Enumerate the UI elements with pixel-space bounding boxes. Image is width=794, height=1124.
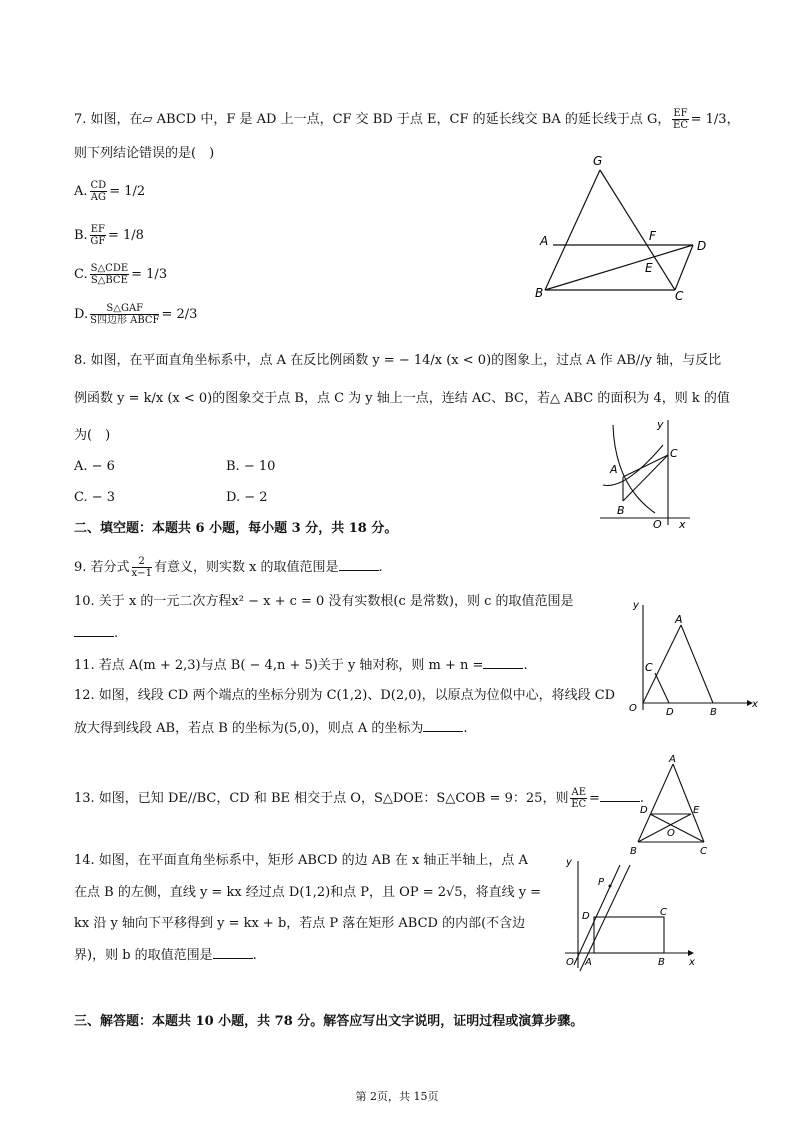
q8-label-x: x <box>679 518 686 530</box>
q12-label-c: C <box>645 661 653 674</box>
q12-figure <box>625 595 760 715</box>
q8-label-y: y <box>657 418 664 431</box>
q13-figure <box>628 752 718 857</box>
q12-label-x: x <box>752 699 758 710</box>
q12-line-ab <box>681 625 713 703</box>
q12-answer-blank[interactable] <box>423 719 463 732</box>
q13-line-eb <box>638 814 691 842</box>
q7-stem-line1: 7. 如图，在▱ ABCD 中，F 是 AD 上一点，CF 交 BD 于点 E，CF 的延长线交 BA 的延长线于点 G， $\frac{EF}{EC}$ = 1/3， <box>74 108 740 131</box>
q14-figure <box>560 853 700 973</box>
q7-label-g: G <box>593 154 603 168</box>
q8-label-c: C <box>670 447 678 460</box>
q8-curve-1 <box>613 425 655 513</box>
q12-line1: 12. 如图，线段 CD 两个端点的坐标分别为 C(1,2)、D(2,0)，以原点为位似中心，将线段 CD <box>74 688 616 703</box>
q11-answer-blank[interactable] <box>483 656 523 669</box>
q8-option-c: C. − 3 <box>74 490 116 505</box>
q11-text: 11. 若点 A(m + 2,3)与点 B( − 4,n + 5)关于 y 轴对称，则 m + n = . <box>74 658 528 673</box>
q13-label-b: B <box>630 846 637 857</box>
q14-label-d: D <box>582 911 590 922</box>
q10-line1: 10. 关于 x 的一元二次方程x² − x + c = 0 没有实数根(c 是常数)，则 c 的取值范围是 <box>74 594 574 609</box>
q14-label-p: P <box>598 877 605 888</box>
q7-option-d: D. $\frac{\text{S△GAF}}{\text{S四边形 ABCF}}$ = 2/3 <box>74 303 198 326</box>
q14-label-x: x <box>689 957 695 968</box>
q8-option-d: D. − 2 <box>226 490 268 505</box>
q13-label-d: D <box>640 805 648 816</box>
q12-label-y: y <box>633 600 639 611</box>
q13-label-a: A <box>669 754 676 765</box>
q14-line4: 界)，则 b 的取值范围是 . <box>74 948 257 963</box>
q9-text: 9. 若分式 $\frac{2}{x-1}$ 有意义，则实数 x 的取值范围是 . <box>74 556 383 579</box>
q13-text: 13. 如图，已知 DE//BC，CD 和 BE 相交于点 O，S△DOE：S△COB = 9：25，则 $\frac{AE}{EC}$ = . <box>74 787 645 810</box>
q14-answer-blank[interactable] <box>213 946 253 959</box>
q12-label-d: D <box>666 707 674 715</box>
q13-label-o: O <box>667 828 675 839</box>
page-footer: 第 2页，共 15页 <box>355 1090 439 1103</box>
q13-line-dc <box>650 814 704 842</box>
q12-line-cd <box>655 673 669 703</box>
q14-label-a: A <box>585 957 592 968</box>
q8-label-b: B <box>617 504 625 517</box>
q7-label-b: B <box>535 286 544 300</box>
q9-answer-blank[interactable] <box>339 558 379 571</box>
q14-point-p <box>609 885 612 888</box>
q7-option-c: C. $\frac{\text{S△CDE}}{\text{S△BCE}}$ = 1/3 <box>74 263 168 286</box>
q7-stem-line2: 则下列结论错误的是( ) <box>74 146 215 161</box>
q8-line-bc <box>623 455 668 501</box>
q7-label-e: E <box>645 261 653 275</box>
q7-figure <box>525 150 725 310</box>
q12-label-a: A <box>675 613 683 626</box>
q14-line3: kx 沿 y 轴向下平移得到 y = kx + b，若点 P 落在矩形 ABCD 的内部(不含边 <box>74 916 526 931</box>
q8-figure <box>595 415 695 530</box>
q13-line-ac <box>673 764 704 842</box>
q7-label-d: D <box>697 239 707 253</box>
q14-label-c: C <box>660 907 667 918</box>
q7-label-f: F <box>649 229 656 243</box>
q14-line-y-kx <box>574 865 620 965</box>
q13-label-c: C <box>700 846 707 857</box>
q8-line-ac <box>623 455 668 477</box>
q7-ratio-fraction: $\frac{EF}{EC}$ <box>673 108 688 131</box>
q14-line2: 在点 B 的左侧，直线 y = kx 经过点 D(1,2)和点 P，且 OP = 2√5，将直线 y = <box>74 885 542 900</box>
q10-line2: . <box>74 624 118 643</box>
q14-line1: 14. 如图，在平面直角坐标系中，矩形 ABCD 的边 AB 在 x 轴正半轴上，点 A <box>74 853 528 868</box>
q14-label-b: B <box>658 957 665 968</box>
q14-x-arrow <box>688 950 694 956</box>
q7-option-a: A. $\frac{CD}{AG}$ = 1/2 <box>74 180 146 203</box>
q7-label-a: A <box>540 234 549 248</box>
q12-label-o: O <box>629 703 637 714</box>
q14-label-y: y <box>566 857 572 868</box>
q12-label-b: B <box>710 707 717 715</box>
q14-rectangle-abcd <box>594 917 664 953</box>
q14-label-o: O <box>566 957 574 968</box>
q13-label-e: E <box>693 805 700 816</box>
q10-answer-blank[interactable] <box>74 624 114 637</box>
q7-label-c: C <box>675 289 684 303</box>
section-3-heading: 三、解答题：本题共 10 小题，共 78 分。解答应写出文字说明，证明过程或演算步骤。 <box>74 1014 584 1029</box>
q7-option-b: B. $\frac{EF}{GF}$ = 1/8 <box>74 224 144 247</box>
q8-line3: 为( ) <box>74 428 111 443</box>
q8-option-a: A. − 6 <box>74 459 115 474</box>
q8-line1: 8. 如图，在平面直角坐标系中，点 A 在反比例函数 y = − 14/x (x < 0)的图象上，过点 A 作 AB//y 轴，与反比 <box>74 353 722 368</box>
q8-label-o: O <box>653 518 662 530</box>
q8-line2: 例函数 y = k/x (x < 0)的图象交于点 B，点 C 为 y 轴上一点，连结 AC、BC，若△ ABC 的面积为 4，则 k 的值 <box>74 391 730 406</box>
q7-line-gc <box>600 170 675 290</box>
q8-option-b: B. − 10 <box>226 459 276 474</box>
q7-line-cd <box>675 245 693 290</box>
q12-line2: 放大得到线段 AB，若点 B 的坐标为(5,0)，则点 A 的坐标为 . <box>74 721 468 736</box>
section-2-heading: 二、填空题：本题共 6 小题，每小题 3 分，共 18 分。 <box>74 521 398 536</box>
q8-label-a: A <box>610 463 618 476</box>
q7-line-gb <box>545 170 600 290</box>
